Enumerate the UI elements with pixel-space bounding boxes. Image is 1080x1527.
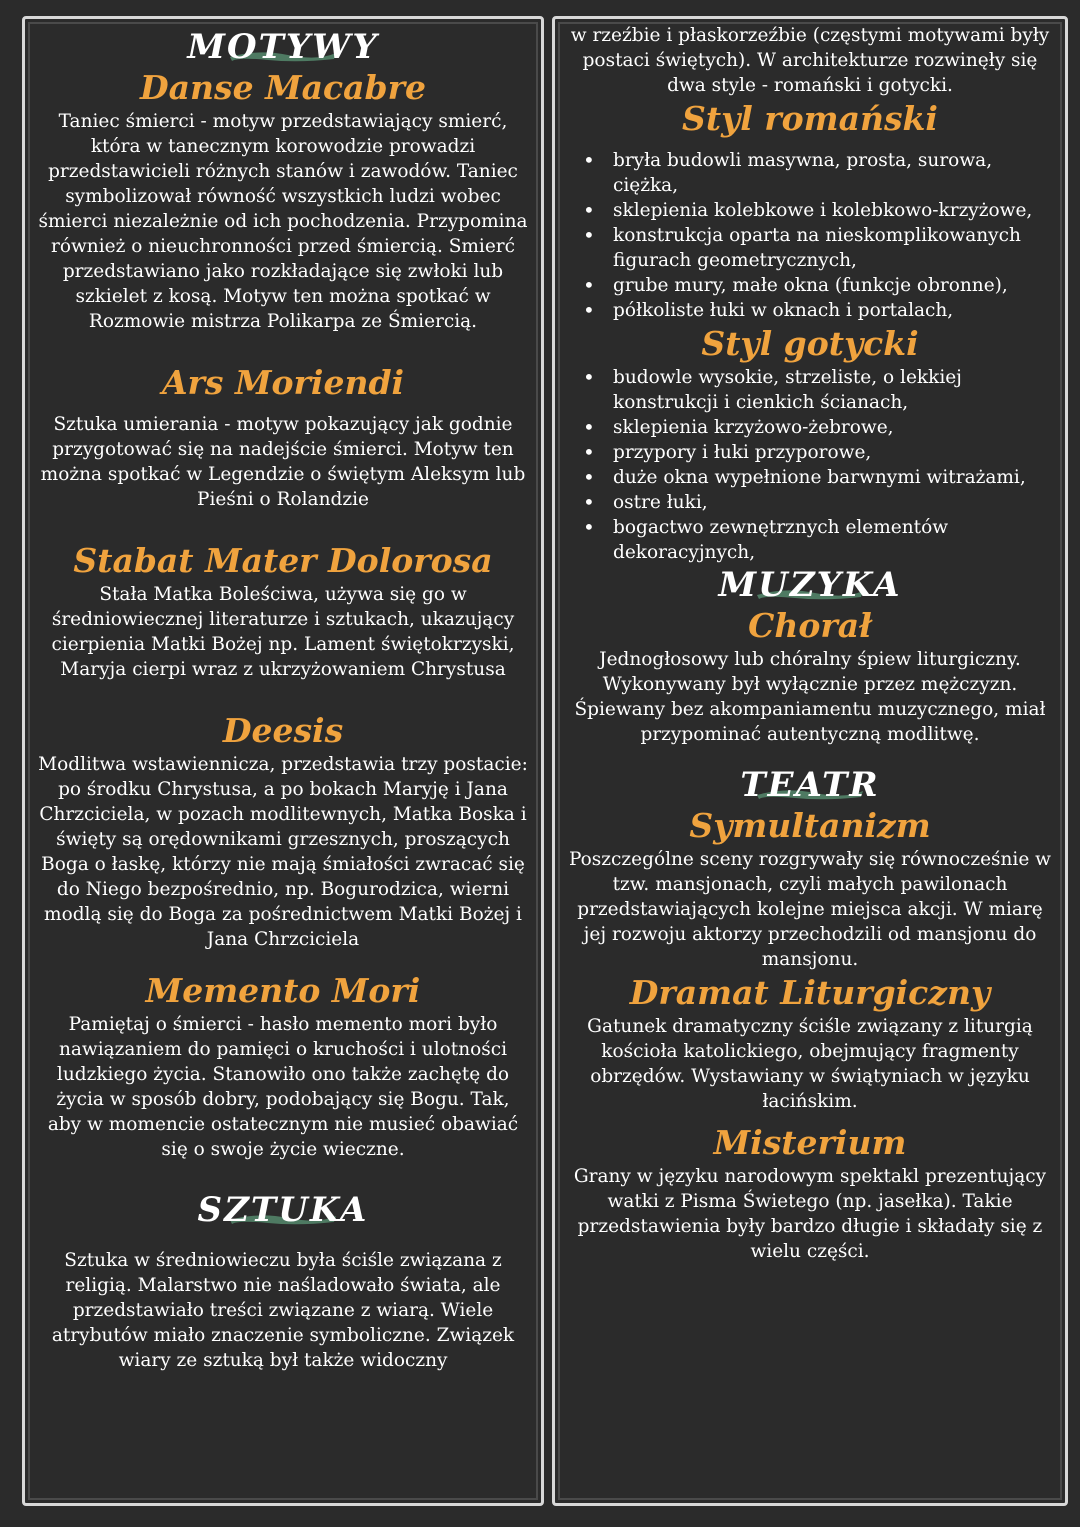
list-item: • grube mury, małe okna (funkcje obronne),: [583, 273, 1053, 298]
text-dramat-liturgiczny: Gatunek dramatyczny ściśle związany z liturgią kościoła katolickiego, obejmujący fragmenty obrzędów. Wystawiany w świątyniach w języku łacińskim.: [587, 1016, 1033, 1112]
list-item: • ostre łuki,: [583, 490, 1053, 515]
heading-dramat-liturgiczny: Dramat Liturgiczny: [629, 973, 991, 1012]
list-item: • półkoliste łuki w oknach i portalach,: [583, 298, 1053, 323]
text-stabat-mater: Stała Matka Boleściwa, używa się go w średniowiecznej literaturze i sztukach, ukazujący cierpienia Matki Bożej np. Lament świętokrzyski, Maryja cierpi wraz z ukrzyżowaniem Chrystusa: [51, 584, 515, 680]
text-choral: Jednogłosowy lub chóralny śpiew liturgiczny. Wykonywany był wyłącznie przez mężczyzn. Śpiewany bez akompaniamentu muzycznego, miał przypominać autentyczną modlitwę.: [574, 649, 1046, 745]
list-styl-gotycki: [567, 365, 1053, 565]
heading-misterium: Misterium: [713, 1123, 907, 1162]
list-item: • sklepienia kolebkowe i kolebkowo-krzyżowe,: [583, 198, 1053, 223]
section-sztuka: SZTUKA: [197, 1190, 369, 1230]
text-ars-moriendi: Sztuka umierania - motyw pokazujący jak godnie przygotować się na nadejście śmierci. Motyw ten można spotkać w Legendzie o świętym Aleksym lub Pieśni o Rolandzie: [40, 414, 526, 510]
list-item: • bogactwo zewnętrznych elementów dekoracyjnych,: [583, 515, 1053, 565]
heading-choral: Chorał: [748, 606, 872, 645]
heading-styl-romanski: Styl romański: [682, 99, 938, 138]
heading-symultanizm: Symultanizm: [689, 806, 931, 845]
heading-deesis: Deesis: [222, 711, 344, 750]
text-deesis: Modlitwa wstawiennicza, przedstawia trzy postacie: po środku Chrystusa, a po bokach Maryję i Jana Chrzciciela, w pozach modlitewnych, Matka Boska i święty są orędownikami grzesznych, proszących Boga o łaskę, którzy nie mają śmiałości zwracać się do Niego bezpośrednio, np. Bogurodzica, wierni modlą się do Boga za pośrednictwem Matki Bożej i Jana Chrzciciela: [38, 754, 528, 950]
left-column: [22, 16, 544, 1506]
list-item: • przypory i łuki przyporowe,: [583, 440, 1053, 465]
text-danse-macabre: Taniec śmierci - motyw przedstawiający smierć, która w tanecznym korowodzie prowadzi przedstawicieli różnych stanów i zawodów. Taniec symbolizował równość wszystkich ludzi wobec śmierci niezależnie od ich pochodzenia. Przypomina również o nieuchronności przed śmiercią. Smierć przedstawiano jako rozkładające się zwłoki lub szkielet z kosą. Motyw ten można spotkać w Rozmowie mistrza Polikarpa ze Śmiercią.: [38, 111, 528, 332]
text-sztuka: Sztuka w średniowieczu była ściśle związana z religią. Malarstwo nie naśladowało świata, ale przedstawiało treści związane z wiarą. Wiele atrybutów miało znaczenie symboliczne. Związek wiary ze sztuką był także widoczny: [51, 1250, 515, 1371]
list-item: • bryła budowli masywna, prosta, surowa, ciężka,: [583, 148, 1053, 198]
heading-stabat-mater: Stabat Mater Dolorosa: [73, 541, 493, 580]
heading-memento-mori: Memento Mori: [145, 971, 421, 1010]
right-column: [552, 16, 1068, 1506]
text-symultanizm: Poszczególne sceny rozgrywały się równocześnie w tzw. mansjonach, czyli małych pawilonach przedstawiających kolejne miejsca akcji. W miarę jej rozwoju aktorzy przechodzili od mansjonu do mansjonu.: [568, 849, 1052, 970]
list-styl-romanski: [567, 148, 1053, 323]
text-sztuka-continued: w rzeźbie i płaskorzeźbie (częstymi motywami były postaci świętych). W architekturze rozwinęły się dwa style - romański i gotycki.: [570, 25, 1050, 96]
section-teatr: TEATR: [740, 765, 880, 805]
text-memento-mori: Pamiętaj o śmierci - hasło memento mori było nawiązaniem do pamięci o kruchości i ulotności ludzkiego życia. Stanowiło ono także zachętę do życia w sposób dobry, podobający się Bogu. Tak, aby w momencie ostatecznym nie musieć obawiać się o swoje życie wieczne.: [47, 1014, 519, 1160]
heading-danse-macabre: Danse Macabre: [140, 68, 426, 107]
list-item: • konstrukcja oparta na nieskomplikowanych figurach geometrycznych,: [583, 223, 1053, 273]
heading-styl-gotycki: Styl gotycki: [701, 324, 919, 363]
list-item: • budowle wysokie, strzeliste, o lekkiej konstrukcji i cienkich ścianach,: [583, 365, 1053, 415]
list-item: • duże okna wypełnione barwnymi witrażami,: [583, 465, 1053, 490]
section-muzyka: MUZYKA: [718, 565, 902, 605]
list-item: • sklepienia krzyżowo-żebrowe,: [583, 415, 1053, 440]
heading-ars-moriendi: Ars Moriendi: [161, 363, 405, 402]
text-misterium: Grany w języku narodowym spektakl prezentujący watki z Pisma Świetego (np. jasełka). Takie przedstawienia były bardzo długie i składały się z wielu części.: [573, 1166, 1047, 1262]
section-motywy: MOTYWY: [187, 27, 379, 67]
